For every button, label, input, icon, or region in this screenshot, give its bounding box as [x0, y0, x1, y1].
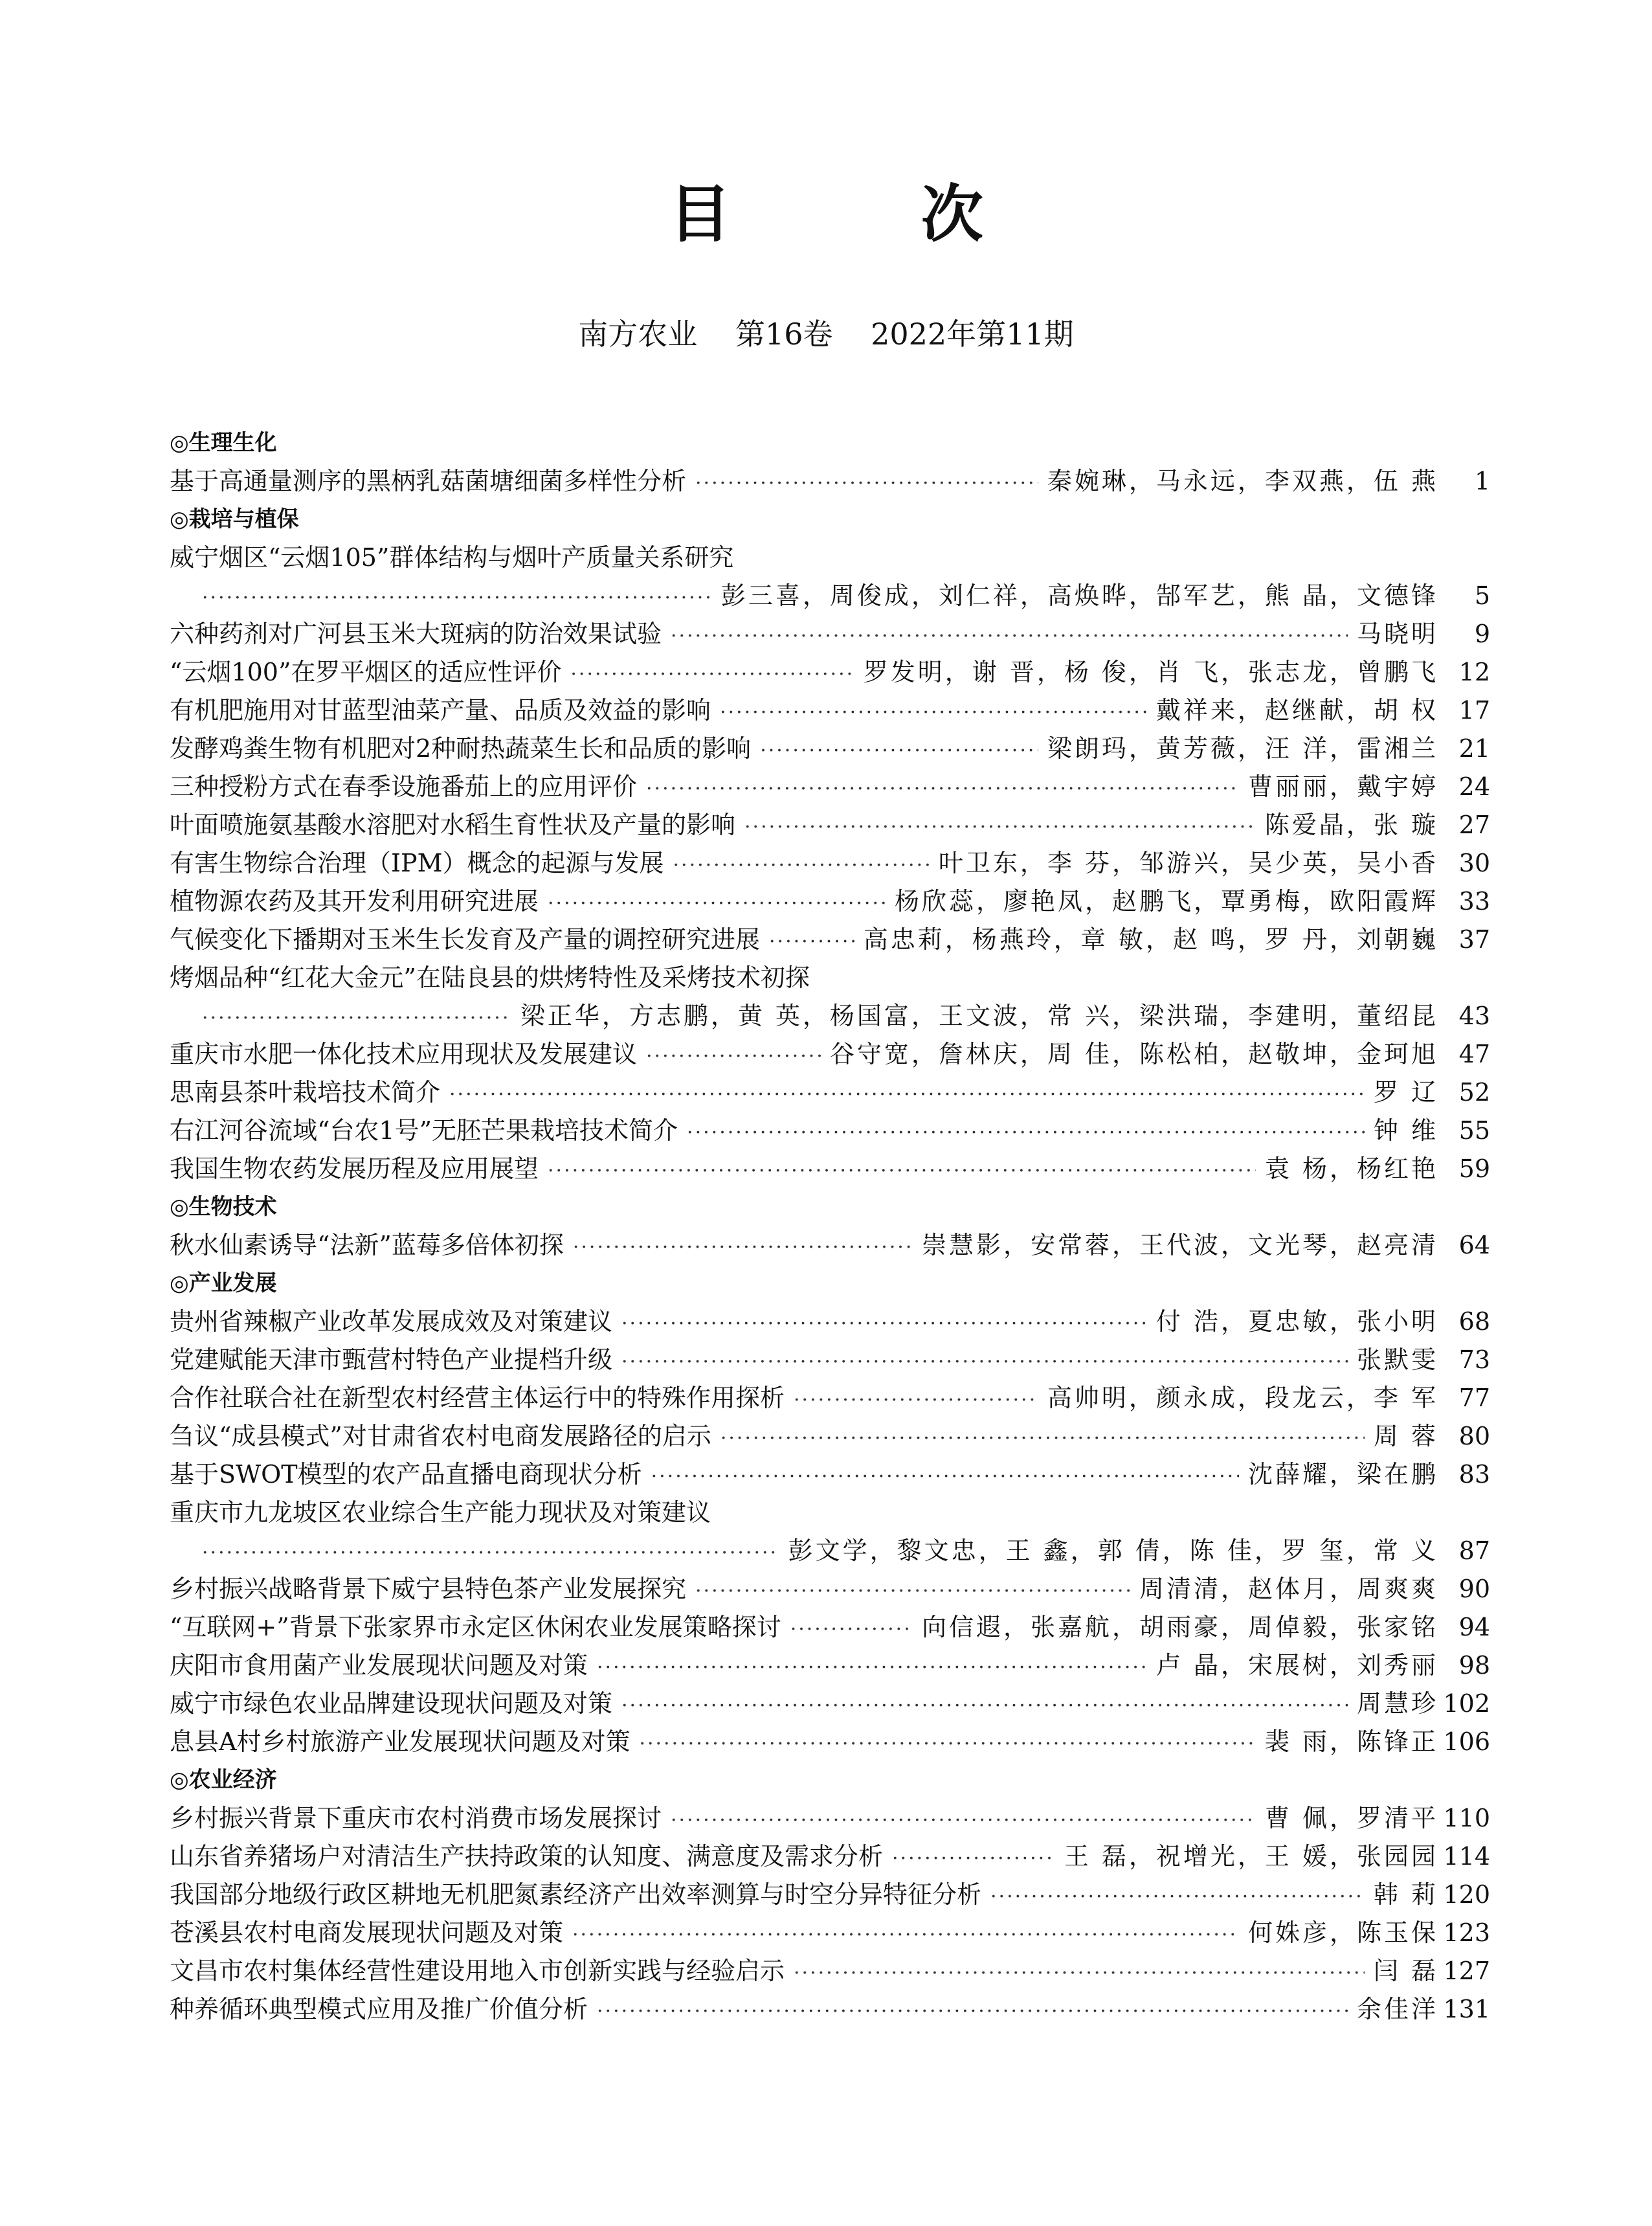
toc-entry	[170, 1570, 1490, 1608]
journal-info	[0, 311, 1652, 354]
section-heading: ◎生物技术	[170, 1194, 277, 1220]
dot-leader	[597, 1992, 1348, 2030]
toc-entry-page: 59	[1458, 1154, 1490, 1183]
dot-leader	[720, 1419, 1365, 1457]
toc-entry-title: 思南县茶叶栽培技术简介	[170, 1078, 441, 1107]
toc-entry	[170, 1074, 1490, 1112]
toc-entry-page: 47	[1458, 1040, 1490, 1068]
journal-volume: 第16卷	[735, 317, 833, 352]
toc-entry	[170, 844, 1490, 883]
toc-entry-title: 基于SWOT模型的农产品直播电商现状分析	[170, 1460, 642, 1489]
toc-entry	[170, 1647, 1490, 1685]
toc-entry	[170, 1723, 1490, 1761]
section-heading: ◎产业发展	[170, 1270, 277, 1296]
toc-entry	[170, 1341, 1490, 1379]
toc-entry-authors: 陈爱晶，张 璇	[1264, 811, 1438, 839]
toc-entry-authors: 张默雯	[1356, 1345, 1438, 1374]
toc-entry-title: 右江河谷流域“台农1号”无胚芒果栽培技术简介	[170, 1116, 678, 1145]
toc-entry-page: 94	[1458, 1613, 1490, 1641]
toc-entry-title: 烤烟品种“红花大金元”在陆良县的烘烤特性及采烤技术初探	[170, 963, 810, 992]
toc-entry-page: 55	[1458, 1116, 1490, 1145]
toc-entry-authors: 高忠莉，杨燕玲，章 敏，赵 鸣，罗 丹，刘朝巍	[863, 925, 1438, 954]
toc-entry-page: 114	[1443, 1842, 1490, 1871]
toc-entry	[170, 1914, 1490, 1952]
toc-entry-page: 9	[1474, 620, 1490, 648]
dot-leader	[794, 1381, 1038, 1419]
toc-entry-title: 种养循环典型模式应用及推广价值分析	[170, 1995, 588, 2023]
toc-entry-authors: 彭文学，黎文忠，王 鑫，郭 倩，陈 佳，罗 玺，常 义	[788, 1536, 1438, 1565]
toc-entry-authors: 韩 莉	[1373, 1880, 1438, 1909]
toc-entry	[170, 997, 1490, 1035]
toc-entry-authors: 向信遐，张嘉航，胡雨豪，周倬毅，张家铭	[921, 1613, 1438, 1641]
dot-leader	[639, 1725, 1255, 1763]
toc-entry-page: 24	[1458, 772, 1490, 801]
toc-entry-page: 1	[1474, 467, 1490, 495]
toc-entry-authors: 马晓明	[1356, 620, 1438, 648]
toc-entry-page: 90	[1458, 1575, 1490, 1603]
toc-entry-title: 威宁烟区“云烟105”群体结构与烟叶产质量关系研究	[170, 543, 734, 572]
page-title: 目 次	[669, 178, 1067, 251]
dot-leader	[573, 1228, 913, 1266]
toc-entry	[170, 1608, 1490, 1647]
dot-leader	[695, 1572, 1130, 1610]
toc-entry-title: 秋水仙素诱导“法新”蓝莓多倍体初探	[170, 1231, 564, 1259]
dot-leader	[621, 1305, 1147, 1343]
dot-leader	[570, 655, 854, 693]
toc-entry-authors: 秦婉琳，马永远，李双燕，伍 燕	[1047, 467, 1438, 495]
toc-entry-page: 64	[1458, 1231, 1490, 1259]
toc-entry	[170, 615, 1490, 653]
dot-leader	[646, 770, 1239, 808]
dot-leader	[202, 1534, 779, 1572]
toc-entry-title: 贵州省辣椒产业改革发展成效及对策建议	[170, 1307, 613, 1336]
toc-entry-title: 重庆市九龙坡区农业综合生产能力现状及对策建议	[170, 1498, 711, 1527]
toc-entry-title: 苍溪县农村电商发展现状问题及对策	[170, 1918, 564, 1947]
toc-entry-authors: 王 磊，祝增光，王 媛，张园园	[1064, 1842, 1438, 1871]
toc-entry-title: 有机肥施用对甘蓝型油菜产量、品质及效益的影响	[170, 696, 711, 725]
dot-leader	[572, 1916, 1239, 1954]
toc-entry-title: 我国部分地级行政区耕地无机肥氮素经济产出效率测算与时空分异特征分析	[170, 1880, 982, 1909]
toc-entry-authors: 周清清，赵体月，周爽爽	[1139, 1575, 1438, 1603]
toc-entry-title: 重庆市水肥一体化技术应用现状及发展建议	[170, 1040, 638, 1068]
dot-leader	[744, 808, 1256, 846]
toc-entry-page: 110	[1443, 1804, 1490, 1832]
toc-entry-title: 发酵鸡粪生物有机肥对2种耐热蔬菜生长和品质的影响	[170, 734, 752, 763]
toc-entry-title: 基于高通量测序的黑柄乳菇菌塘细菌多样性分析	[170, 467, 687, 495]
toc-entry	[170, 653, 1490, 691]
toc-entry	[170, 1456, 1490, 1494]
toc-entry-page: 33	[1458, 887, 1490, 916]
dot-leader	[760, 732, 1038, 770]
toc-entry-page: 131	[1443, 1995, 1490, 2023]
toc-entry	[170, 806, 1490, 844]
toc-entry-page: 102	[1443, 1689, 1490, 1718]
toc-entry-page: 17	[1458, 696, 1490, 725]
toc-entry	[170, 768, 1490, 806]
toc-entry	[170, 883, 1490, 921]
dot-leader	[671, 1801, 1256, 1839]
toc-entry-page: 21	[1458, 734, 1490, 763]
section-heading: ◎生理生化	[170, 430, 277, 456]
toc-entry	[170, 1112, 1490, 1150]
dot-leader	[990, 1878, 1365, 1916]
toc-entry	[170, 1799, 1490, 1838]
toc-entry-authors: 袁 杨，杨红艳	[1264, 1154, 1438, 1183]
toc-entry-title: 气候变化下播期对玉米生长发育及产量的调控研究进展	[170, 925, 761, 954]
dot-leader	[202, 999, 511, 1037]
toc-entry-page: 120	[1443, 1880, 1490, 1909]
toc-entry-title: 刍议“成县模式”对甘肃省农村电商发展路径的启示	[170, 1422, 711, 1450]
toc-entry-authors: 余佳洋	[1356, 1995, 1438, 2023]
toc-entry-page: 80	[1458, 1422, 1490, 1450]
toc-entry-authors: 罗发明，谢 晋，杨 俊，肖 飞，张志龙，曾鹏飞	[863, 658, 1438, 686]
dot-leader	[695, 464, 1038, 502]
toc-entry-title: “云烟100”在罗平烟区的适应性评价	[170, 658, 562, 686]
toc-entry	[170, 1532, 1490, 1570]
section-heading: ◎栽培与植保	[170, 506, 299, 532]
dot-leader	[202, 579, 712, 617]
journal-name: 南方农业	[578, 317, 698, 352]
toc-entry-page: 106	[1443, 1727, 1490, 1756]
dot-leader	[892, 1839, 1055, 1878]
toc-entry	[170, 1876, 1490, 1914]
toc-entry-title: 我国生物农药发展历程及应用展望	[170, 1154, 539, 1183]
toc-entry-title: “互联网+”背景下张家界市永定区休闲农业发展策略探讨	[170, 1613, 781, 1641]
dot-leader	[720, 693, 1147, 732]
toc-entry-title: 庆阳市食用菌产业发展现状问题及对策	[170, 1651, 588, 1680]
toc-entry	[170, 1303, 1490, 1341]
toc-entry-title: 有害生物综合治理（IPM）概念的起源与发展	[170, 849, 664, 877]
toc-entry	[170, 1990, 1490, 2029]
table-of-contents	[170, 424, 1490, 2029]
journal-issue: 2022年第11期	[871, 317, 1074, 352]
toc-entry-authors: 闫 磊	[1373, 1957, 1438, 1985]
toc-entry	[170, 1838, 1490, 1876]
toc-entry	[170, 730, 1490, 768]
toc-entry-page: 52	[1458, 1078, 1490, 1107]
toc-entry-authors: 钟 维	[1373, 1116, 1438, 1145]
toc-entry-page: 5	[1474, 581, 1490, 610]
toc-entry-title: 党建赋能天津市甄营村特色产业提档升级	[170, 1345, 613, 1374]
toc-entry	[170, 577, 1490, 615]
toc-entry	[170, 691, 1490, 730]
toc-entry-authors: 何姝彦，陈玉保	[1247, 1918, 1438, 1947]
dot-leader	[548, 884, 886, 923]
toc-entry-authors: 曹 佩，罗清平	[1264, 1804, 1438, 1832]
toc-entry-authors: 戴祥来，赵继献，胡 权	[1155, 696, 1438, 725]
toc-entry-page: 68	[1458, 1307, 1490, 1336]
toc-entry-authors: 沈薛耀，梁在鹏	[1247, 1460, 1438, 1489]
toc-entry-page: 27	[1458, 811, 1490, 839]
toc-entry	[170, 1952, 1490, 1990]
toc-entry-page: 37	[1458, 925, 1490, 954]
toc-entry-page: 73	[1458, 1345, 1490, 1374]
dot-leader	[548, 1152, 1256, 1190]
toc-entry-title: 威宁市绿色农业品牌建设现状问题及对策	[170, 1689, 613, 1718]
toc-entry	[170, 1417, 1490, 1456]
toc-entry-page: 98	[1458, 1651, 1490, 1680]
toc-entry-page: 12	[1458, 658, 1490, 686]
dot-leader	[597, 1648, 1147, 1687]
dot-leader	[687, 1114, 1365, 1152]
toc-entry-title: 乡村振兴背景下重庆市农村消费市场发展探讨	[170, 1804, 662, 1832]
toc-entry-title: 植物源农药及其开发利用研究进展	[170, 887, 539, 916]
dot-leader	[449, 1075, 1365, 1114]
toc-entry-authors: 梁朗玛，黄芳薇，汪 洋，雷湘兰	[1047, 734, 1438, 763]
dot-leader	[621, 1343, 1348, 1381]
toc-entry-page: 30	[1458, 849, 1490, 877]
toc-entry-title: 三种授粉方式在春季设施番茄上的应用评价	[170, 772, 638, 801]
section-heading: ◎农业经济	[170, 1767, 277, 1793]
toc-entry	[170, 921, 1490, 959]
toc-entry-authors: 曹丽丽，戴宇婷	[1247, 772, 1438, 801]
dot-leader	[671, 617, 1348, 655]
dot-leader	[673, 846, 930, 884]
dot-leader	[769, 923, 854, 961]
toc-entry-authors: 周 蓉	[1373, 1422, 1438, 1450]
dot-leader	[621, 1687, 1348, 1725]
toc-entry-title: 文昌市农村集体经营性建设用地入市创新实践与经验启示	[170, 1957, 785, 1985]
toc-entry-authors: 梁正华，方志鹏，黄 英，杨国富，王文波，常 兴，梁洪瑞，李建明，董绍昆	[520, 1002, 1438, 1030]
toc-entry-title: 息县A村乡村旅游产业发展现状问题及对策	[170, 1727, 631, 1756]
dot-leader	[651, 1457, 1239, 1496]
toc-entry	[170, 1150, 1490, 1188]
toc-entry	[170, 462, 1490, 500]
toc-entry-title: 乡村振兴战略背景下威宁县特色茶产业发展探究	[170, 1575, 687, 1603]
toc-entry-title: 山东省养猪场户对清洁生产扶持政策的认知度、满意度及需求分析	[170, 1842, 884, 1871]
toc-entry-title: 六种药剂对广河县玉米大斑病的防治效果试验	[170, 620, 662, 648]
toc-entry-authors: 周慧珍	[1356, 1689, 1438, 1718]
toc-entry-title: 合作社联合社在新型农村经营主体运行中的特殊作用探析	[170, 1384, 785, 1412]
toc-entry-authors: 崇慧影，安常蓉，王代波，文光琴，赵亮清	[921, 1231, 1438, 1259]
toc-entry-page: 123	[1443, 1918, 1490, 1947]
toc-entry-authors: 卢 晶，宋展树，刘秀丽	[1155, 1651, 1438, 1680]
dot-leader	[790, 1610, 913, 1648]
toc-entry-authors: 罗 辽	[1373, 1078, 1438, 1107]
dot-leader	[794, 1954, 1365, 1992]
toc-entry-authors: 叶卫东，李 芬，邹游兴，吴少英，吴小香	[938, 849, 1438, 877]
toc-entry	[170, 1226, 1490, 1265]
toc-entry	[170, 1685, 1490, 1723]
toc-entry-page: 77	[1458, 1384, 1490, 1412]
toc-entry-authors: 高帅明，颜永成，段龙云，李 军	[1047, 1384, 1438, 1412]
toc-entry	[170, 1035, 1490, 1074]
toc-entry-authors: 裴 雨，陈锋正	[1264, 1727, 1438, 1756]
toc-entry-title: 叶面喷施氨基酸水溶肥对水稻生育性状及产量的影响	[170, 811, 736, 839]
toc-entry-page: 127	[1443, 1957, 1490, 1985]
toc-entry	[170, 1379, 1490, 1417]
toc-entry-page: 83	[1458, 1460, 1490, 1489]
toc-entry-page: 43	[1458, 1002, 1490, 1030]
dot-leader	[646, 1037, 821, 1075]
toc-entry-page: 87	[1458, 1536, 1490, 1565]
toc-entry-authors: 彭三喜，周俊成，刘仁祥，高焕晔，郜军艺，熊 晶，文德锋	[720, 581, 1438, 610]
toc-entry-authors: 谷守宽，詹林庆，周 佳，陈松柏，赵敬坤，金珂旭	[829, 1040, 1438, 1068]
toc-entry-authors: 杨欣蕊，廖艳凤，赵鹏飞，覃勇梅，欧阳霞辉	[894, 887, 1438, 916]
toc-entry-authors: 付 浩，夏忠敏，张小明	[1155, 1307, 1438, 1336]
